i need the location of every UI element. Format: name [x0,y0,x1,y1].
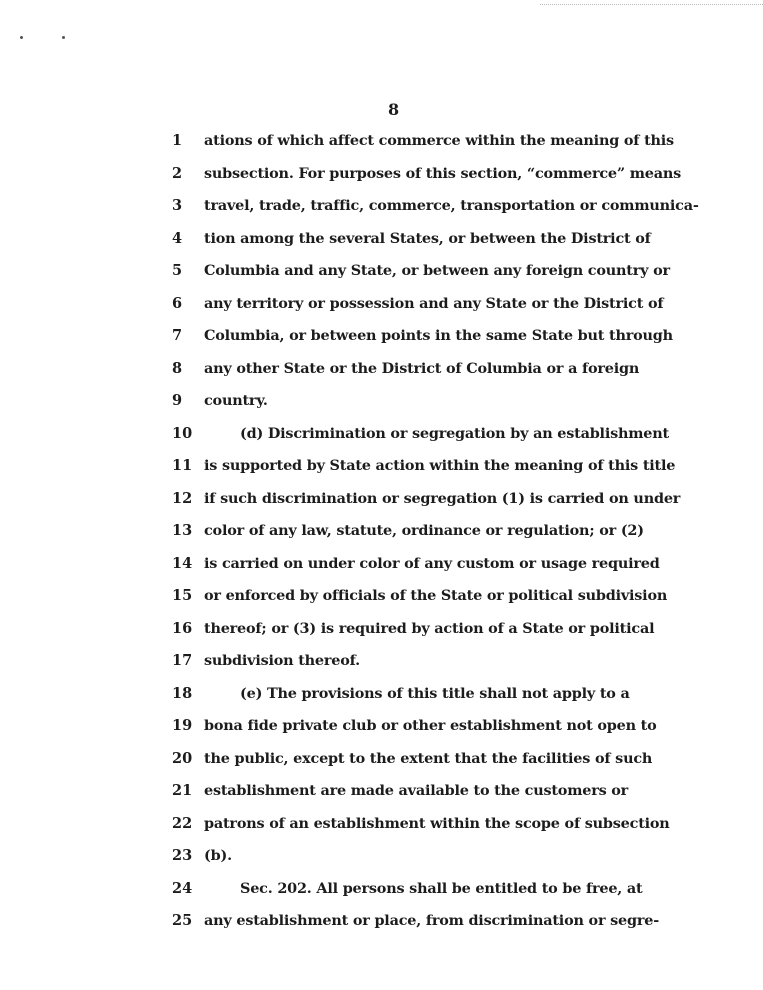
line-text: subsection. For purposes of this section, “commerce” means [204,164,682,182]
text-line [0,814,763,847]
line-text: travel, trade, traffic, commerce, transportation or communica- [204,197,699,214]
line-number: 23 [172,847,193,864]
line-text: color of any law, statute, ordinance or regulation; or (2) [204,522,644,539]
text-line [0,229,763,262]
line-text: country. [204,392,268,409]
text-line [0,131,763,164]
text-line [0,456,763,489]
line-text: Sec. 202. All persons shall be entitled to be free, at [240,879,643,897]
line-text: subdivision thereof. [204,652,360,669]
text-line [0,619,763,652]
line-text: is supported by State action within the meaning of this title [204,457,676,474]
text-line [0,684,763,717]
line-text: if such discrimination or segregation (1) is carried on under [204,489,681,507]
line-text: Columbia, or between points in the same State but through [204,327,673,344]
line-number: 12 [172,489,193,507]
line-text: tion among the several States, or between the District of [204,229,651,247]
line-number: 16 [172,619,193,637]
text-line [0,911,763,944]
line-number: 11 [172,457,193,474]
line-number: 5 [172,262,183,279]
line-number: 19 [172,717,193,734]
line-number: 22 [172,814,193,832]
scan-speck [62,36,65,39]
text-line [0,391,763,424]
line-number: 1 [172,132,183,149]
line-number: 2 [172,164,183,182]
text-line [0,294,763,327]
line-text: any establishment or place, from discrimination or segre- [204,912,659,929]
text-line [0,424,763,457]
text-line [0,554,763,587]
text-line [0,521,763,554]
line-text: or enforced by officials of the State or political subdivision [204,587,668,604]
line-text: ations of which affect commerce within the meaning of this [204,132,674,149]
text-line [0,261,763,294]
line-number: 25 [172,912,193,929]
line-number: 7 [172,327,183,344]
line-text: thereof; or (3) is required by action of a State or political [204,619,655,637]
text-line [0,326,763,359]
line-text: Columbia and any State, or between any foreign country or [204,262,670,279]
text-line [0,879,763,912]
text-line [0,359,763,392]
line-number: 15 [172,587,193,604]
line-number: 4 [172,229,183,247]
line-number: 13 [172,522,193,539]
line-text: establishment are made available to the customers or [204,782,629,799]
line-number: 24 [172,879,193,897]
line-text: any territory or possession and any State or the District of [204,294,664,312]
text-line [0,846,763,879]
text-line [0,716,763,749]
scan-speck [20,36,23,39]
text-line [0,749,763,782]
line-text: bona fide private club or other establishment not open to [204,717,657,734]
line-number: 17 [172,652,193,669]
line-number: 8 [172,359,183,377]
line-number: 10 [172,424,193,442]
line-number: 20 [172,749,193,767]
line-number: 14 [172,554,193,572]
text-line [0,781,763,814]
numbered-lines [0,131,763,944]
line-text: is carried on under color of any custom or usage required [204,554,660,572]
line-text: any other State or the District of Columbia or a foreign [204,359,640,377]
line-text: (d) Discrimination or segregation by an establishment [240,424,669,442]
page-number: 8 [388,100,400,119]
line-number: 6 [172,294,183,312]
text-line [0,651,763,684]
scan-edge-mark [540,4,763,5]
line-text: (b). [204,847,232,864]
line-text: (e) The provisions of this title shall not apply to a [240,684,630,702]
line-number: 21 [172,782,193,799]
text-line [0,586,763,619]
line-number: 18 [172,684,193,702]
line-text: patrons of an establishment within the scope of subsection [204,814,670,832]
line-text: the public, except to the extent that the facilities of such [204,749,653,767]
text-line [0,164,763,197]
line-number: 3 [172,197,183,214]
text-line [0,489,763,522]
line-number: 9 [172,392,183,409]
text-line [0,196,763,229]
